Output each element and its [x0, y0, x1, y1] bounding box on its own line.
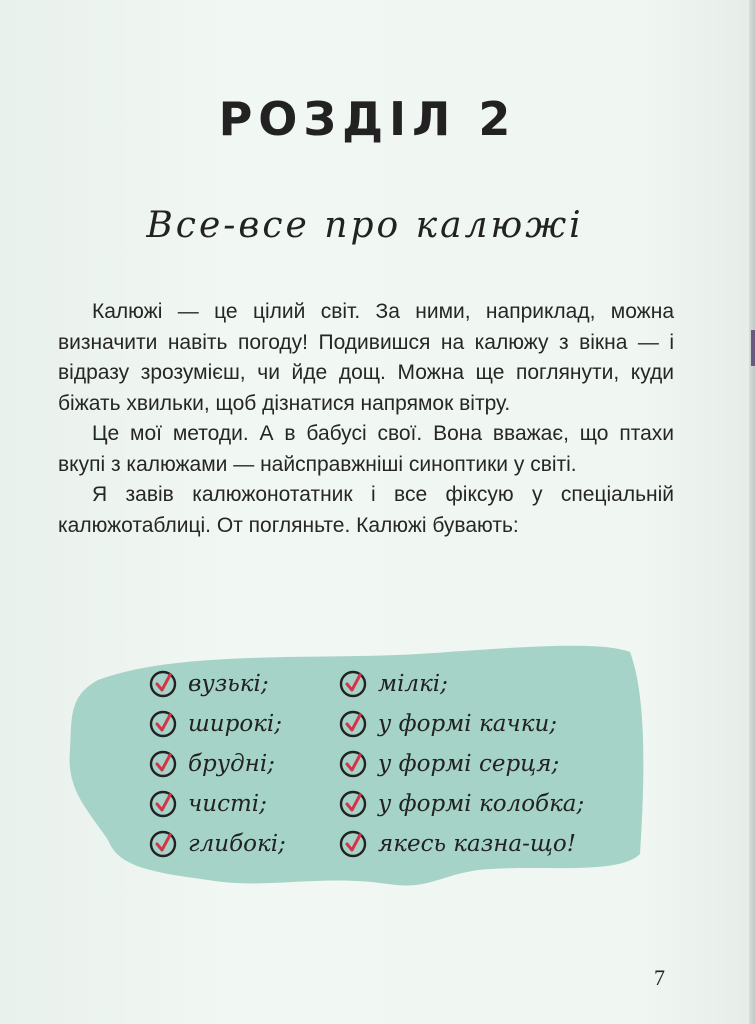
list-item-label: вузькі; — [188, 671, 269, 697]
chapter-title: РОЗДІЛ 2 — [218, 92, 517, 146]
check-circle-icon — [338, 669, 368, 699]
list-item — [338, 786, 658, 822]
list-item — [148, 706, 338, 742]
check-circle-icon — [148, 749, 178, 779]
chapter-subtitle: Все-все про калюжі — [146, 205, 584, 246]
check-circle-icon — [148, 709, 178, 739]
body-text — [58, 297, 674, 541]
list-item-label: у формі колобка; — [378, 791, 585, 817]
list-item-label: чисті; — [188, 791, 267, 817]
list-item — [148, 786, 338, 822]
list-item — [338, 746, 658, 782]
check-circle-icon — [148, 789, 178, 819]
paragraph-2: Це мої методи. А в бабусі свої. Вона вважає, що птахи вкупі з калюжами — найсправжніші синоптики у світі. — [58, 422, 674, 476]
page-number: 7 — [654, 965, 665, 990]
list-item-label: у формі серця; — [378, 751, 560, 777]
list-item-label: брудні; — [188, 751, 275, 777]
list-item — [148, 746, 338, 782]
check-circle-icon — [148, 669, 178, 699]
list-item-label: якесь казна-що! — [378, 831, 577, 857]
check-circle-icon — [338, 709, 368, 739]
list-item — [338, 666, 658, 702]
list-item-label: мілкі; — [378, 671, 448, 697]
check-circle-icon — [338, 789, 368, 819]
list-item-label: у формі качки; — [378, 711, 558, 737]
paragraph-1: Калюжі — це цілий світ. За ними, наприклад, можна визначити навіть погоду! Подивишся на калюжу з вікна — і відразу зрозумієш, чи йде дощ. Можна ще поглянути, куди біжать хвильки, щоб дізнатися напрямок вітру. — [58, 300, 674, 415]
paragraph-3: Я завів калюжонотатник і все фіксую у спеціальній калюжотаблиці. От погляньте. Калюжі бувають: — [58, 483, 674, 537]
bookmark-ribbon — [751, 330, 755, 366]
puddle-types-checklist — [148, 666, 668, 862]
page-spine-edge — [749, 0, 755, 1024]
list-item — [148, 826, 338, 862]
check-circle-icon — [338, 829, 368, 859]
list-item — [338, 706, 658, 742]
list-item — [148, 666, 338, 702]
check-circle-icon — [338, 749, 368, 779]
list-item-label: глибокі; — [188, 831, 286, 857]
check-circle-icon — [148, 829, 178, 859]
list-item — [338, 826, 658, 862]
list-item-label: широкі; — [188, 711, 283, 737]
